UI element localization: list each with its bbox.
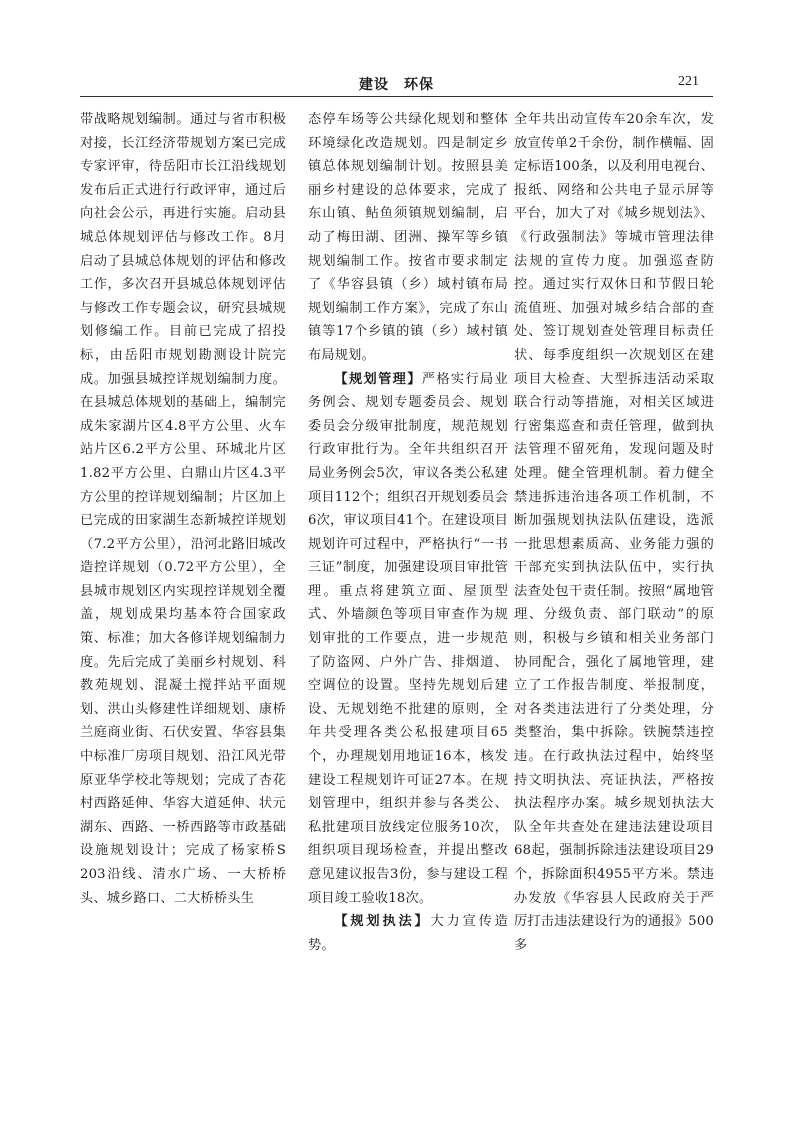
paragraph-body: 大力宣传造势。 [308,914,509,953]
page-number: 221 [678,74,699,89]
header-rule [80,96,713,97]
section-keyword: 【规划执法】 [334,914,431,930]
paragraph: 带战略规划编制。通过与省市积极对接，长江经济带规划方案已完成专家评审，待岳阳市长江沿线规划发布后正式进行行政评审，通过后向社会公示，再进行实施。启动县城总体规划评估与修改工作。8月启动了县城总体规划的评估和修改工作，多次召开县城总体规划评估与修改工作专题会议，研究县城规划修编工作。目前已完成了招投标，由岳阳市规划勘测设计院完成。加强县城控详规划编制力度。在县城总体规划的基础上，编制完成朱家湖片区4.8平方公里、火车站片区6.2平方公里、环城北片区1.82平方公里、白鼎山片区4.3平方公里的控详规划编制；片区加上已完成的田家湖生态新城控详规划（7.2平方公里），沿河北路旧城改造控详规划（0.72平方公里），全县城市规划区内实现控详规划全覆盖，规划成果均基本符合国家政策、标准；加大各修详规划编制力度。先后完成了美丽乡村规划、科教苑规划、混凝土搅拌站平面规划、洪山头修建性详细规划、康桥兰庭商业街、石伏安置、华容县集中标准厂房项目规划、沿江风光带原亚华学校北等规划；完成了杏花村西路延伸、华容大道延伸、状元湖东、西路、一桥西路等市政基础设施规划设计；完成了杨家桥S 203沿线、清水广场、一大桥桥头、城乡路口、二大桥桥头生 [80,112,286,906]
page-header [80,74,713,96]
paragraph: 态停车场等公共绿化规划和整体环境绿化改造规划。四是制定乡镇总体规划编制计划。按照县美丽乡村建设的总体要求，完成了东山镇、鲇鱼须镇规划编制，启动了梅田湖、团洲、操军等乡镇规划编制工作。按省市要求制定了《华容县镇（乡）域村镇布局规划编制工作方案》，完成了东山镇等17个乡镇的镇（乡）域村镇布局规划。 [308,112,508,363]
text-column-3 [514,108,714,957]
section-keyword: 【规划管理】 [334,371,422,387]
paragraph: 全年共出动宣传车20余车次，发放宣传单2千余份，制作横幅、固定标语100条，以及利用电视台、报纸、网络和公共电子显示屏等平台，加大了对《城乡规划法》、《行政强制法》等城市管理法律法规的宣传力度。加强巡查防控。通过实行双休日和节假日轮流值班、加强对城乡结合部的查处、签订规划查处管理目标责任状、每季度组织一次规划区在建项目大检查、大型拆违活动采取联合行动等措施，对相关区域进行密集巡查和责任管理，做到执法管理不留死角，发现问题及时处理。健全管理机制。着力健全禁违拆违治违各项工作机制，不断加强规划执法队伍建设，选派一批思想素质高、业务能力强的干部充实到执法队伍中，实行执法查处包干责任制。按照“属地管理、分级负责、部门联动”的原则，积极与乡镇和相关业务部门协同配合，强化了属地管理，建立了工作报告制度、举报制度，对各类违法进行了分类处理，分类整治，集中拆除。铁腕禁违控违。在行政执法过程中，始终坚持文明执法、亮证执法，严格按执法程序办案。城乡规划执法大队全年共查处在建违法建设项目68起，强制拆除违法建设项目29个，拆除面积4955平方米。禁违办发放《华容县人民政府关于严厉打击违法建设行为的通报》500多 [514,112,714,953]
paragraph [308,368,508,911]
paragraph-body: 严格实行局业务例会、规划专题委员会、规划委员会分级审批制度，规范规划行政审批行为。全年共组织召开局业务例会5次，审议各类公私建项目112个；组织召开规划委员会6次，审议项目41个。在建设项目规划许可过程中，严格执行“一书三证”制度，加强建设项目审批管理。重点将建筑立面、屋顶型式、外墙颜色等项目审查作为规划审批的工作要点，进一步规范了防盗网、户外广告、排烟道、空调位的设置。坚持先规划后建设、无规划绝不批建的原则，全年共受理各类公私报建项目65个，办理规划用地证16本，核发建设工程规划许可证27本。在规划管理中，组织并参与各类公、私批建项目放线定位服务10次，组织项目现场检查，并提出整改意见建议报告3份，参与建设工程项目竣工验收18次。 [308,371,508,906]
text-column-1 [80,108,286,910]
section-title: 建设 环保 [359,77,434,93]
text-column-2 [308,108,508,957]
paragraph [308,910,508,957]
